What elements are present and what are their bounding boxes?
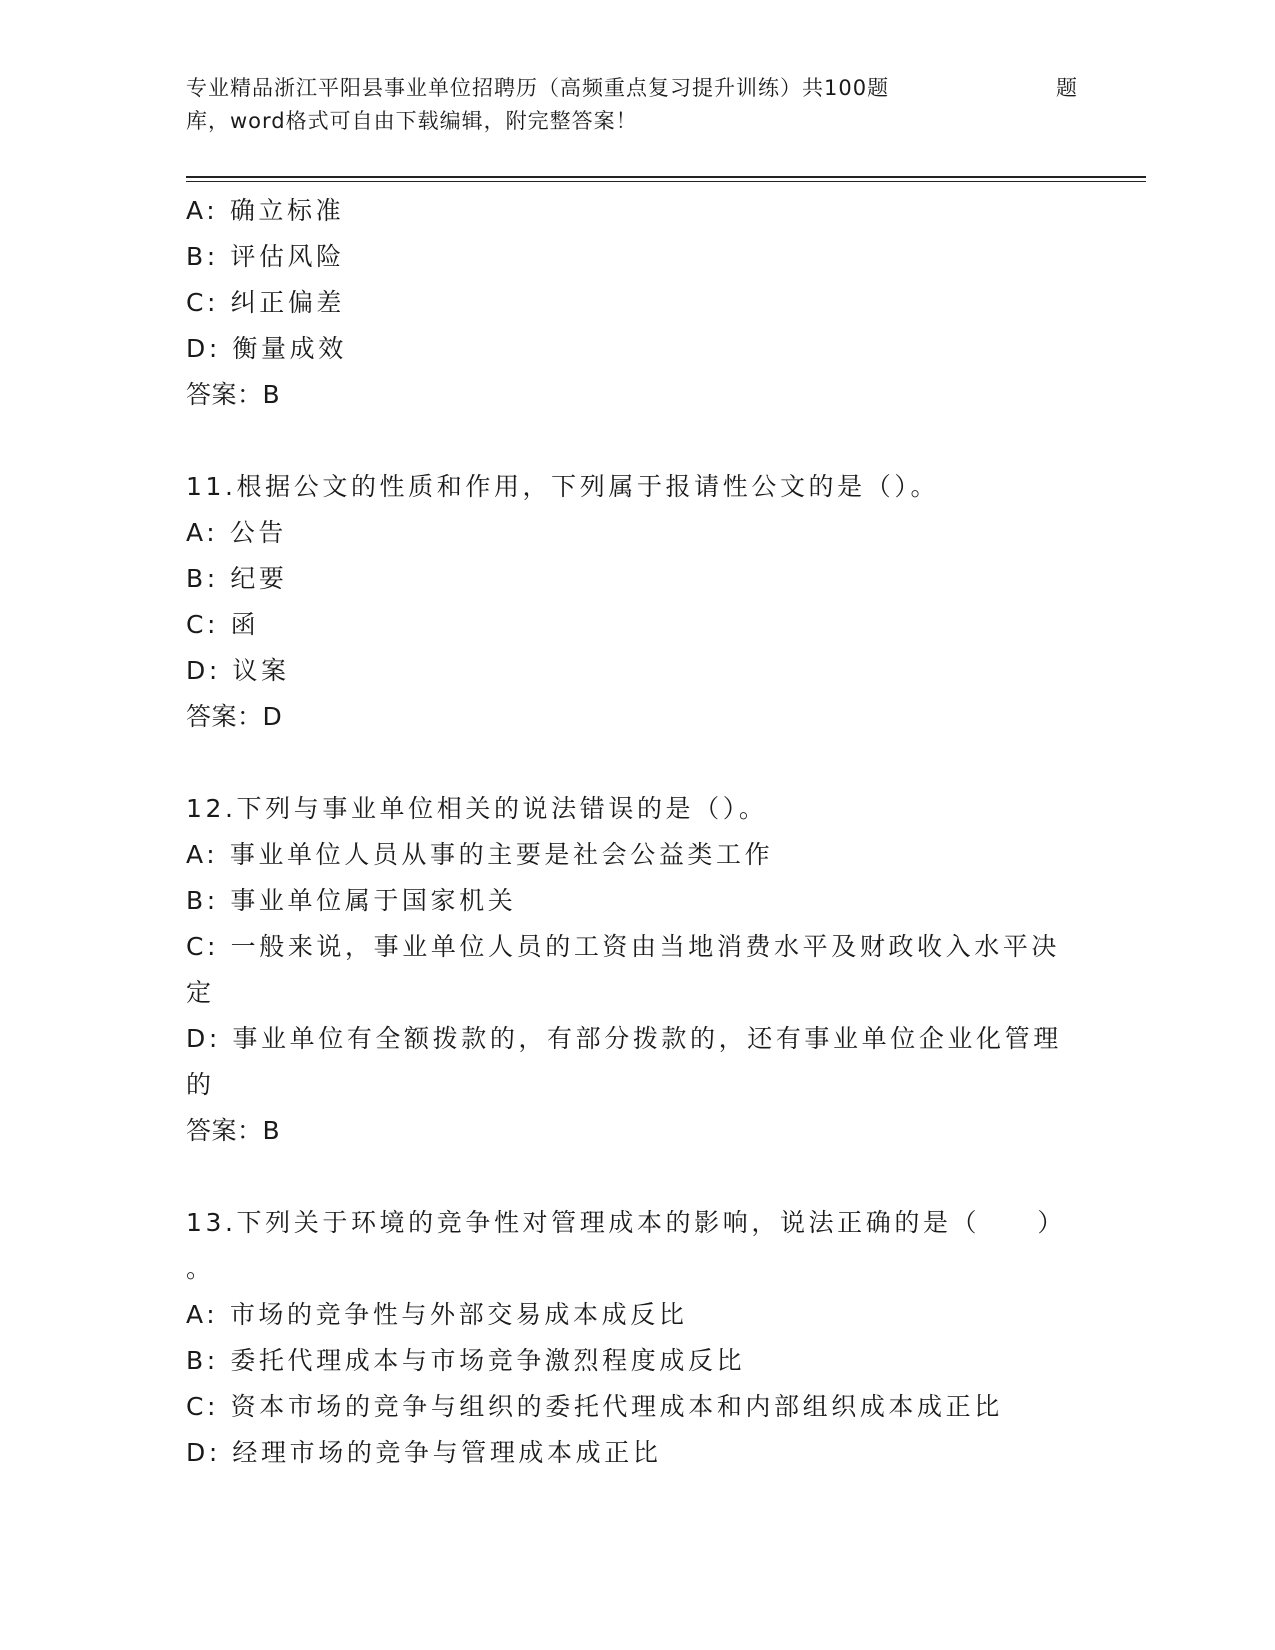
q13-stem: 13.下列关于环境的竞争性对管理成本的影响，说法正确的是（ ） <box>186 1208 1066 1237</box>
spacer <box>186 418 1076 464</box>
q10-option-c: C: 纠正偏差 <box>186 288 346 317</box>
question-12 <box>186 786 1076 1154</box>
document-header <box>186 72 1086 138</box>
header-divider-thick <box>186 176 1146 178</box>
question-13 <box>186 1200 1076 1476</box>
q11-stem: 11.根据公文的性质和作用，下列属于报请性公文的是（）。 <box>186 472 940 501</box>
q12-option-c: C: 一般来说，事业单位人员的工资由当地消费水平及财政收入水平决 <box>186 932 1061 961</box>
q13-option-c: C: 资本市场的竞争与组织的委托代理成本和内部组织成本成正比 <box>186 1392 1003 1421</box>
header-line-1: 专业精品浙江平阳县事业单位招聘历（高频重点复习提升训练）共100题 <box>186 76 890 100</box>
header-line-2: 库，word格式可自由下载编辑，附完整答案！ <box>186 109 638 133</box>
q11-option-d: D: 议案 <box>186 656 290 685</box>
q11-option-c: C: 函 <box>186 610 260 639</box>
question-11 <box>186 464 1076 740</box>
header-divider-thin <box>186 181 1146 182</box>
q13-option-a: A: 市场的竞争性与外部交易成本成反比 <box>186 1300 688 1329</box>
q13-option-d: D: 经理市场的竞争与管理成本成正比 <box>186 1438 662 1467</box>
q11-answer: 答案：D <box>186 702 283 731</box>
q11-option-a: A: 公告 <box>186 518 288 547</box>
q13-stem-wrap: 。 <box>186 1254 215 1283</box>
q10-option-b: B: 评估风险 <box>186 242 345 271</box>
q12-answer: 答案：B <box>186 1116 281 1145</box>
q10-answer: 答案：B <box>186 380 281 409</box>
question-10 <box>186 188 1076 418</box>
q12-stem: 12.下列与事业单位相关的说法错误的是（）。 <box>186 794 768 823</box>
q12-option-a: A: 事业单位人员从事的主要是社会公益类工作 <box>186 840 774 869</box>
q12-option-b: B: 事业单位属于国家机关 <box>186 886 517 915</box>
spacer <box>186 1154 1076 1200</box>
spacer <box>186 740 1076 786</box>
q10-option-a: A: 确立标准 <box>186 196 345 225</box>
q12-option-d: D: 事业单位有全额拨款的，有部分拨款的，还有事业单位企业化管理 <box>186 1024 1062 1053</box>
q13-option-b: B: 委托代理成本与市场竞争激烈程度成反比 <box>186 1346 746 1375</box>
document-body <box>186 188 1076 1476</box>
q10-option-d: D: 衡量成效 <box>186 334 347 363</box>
q12-option-c-wrap: 定 <box>186 978 215 1007</box>
header-line-1-tail: 题 <box>1056 76 1078 100</box>
q12-option-d-wrap: 的 <box>186 1070 215 1099</box>
q11-option-b: B: 纪要 <box>186 564 288 593</box>
